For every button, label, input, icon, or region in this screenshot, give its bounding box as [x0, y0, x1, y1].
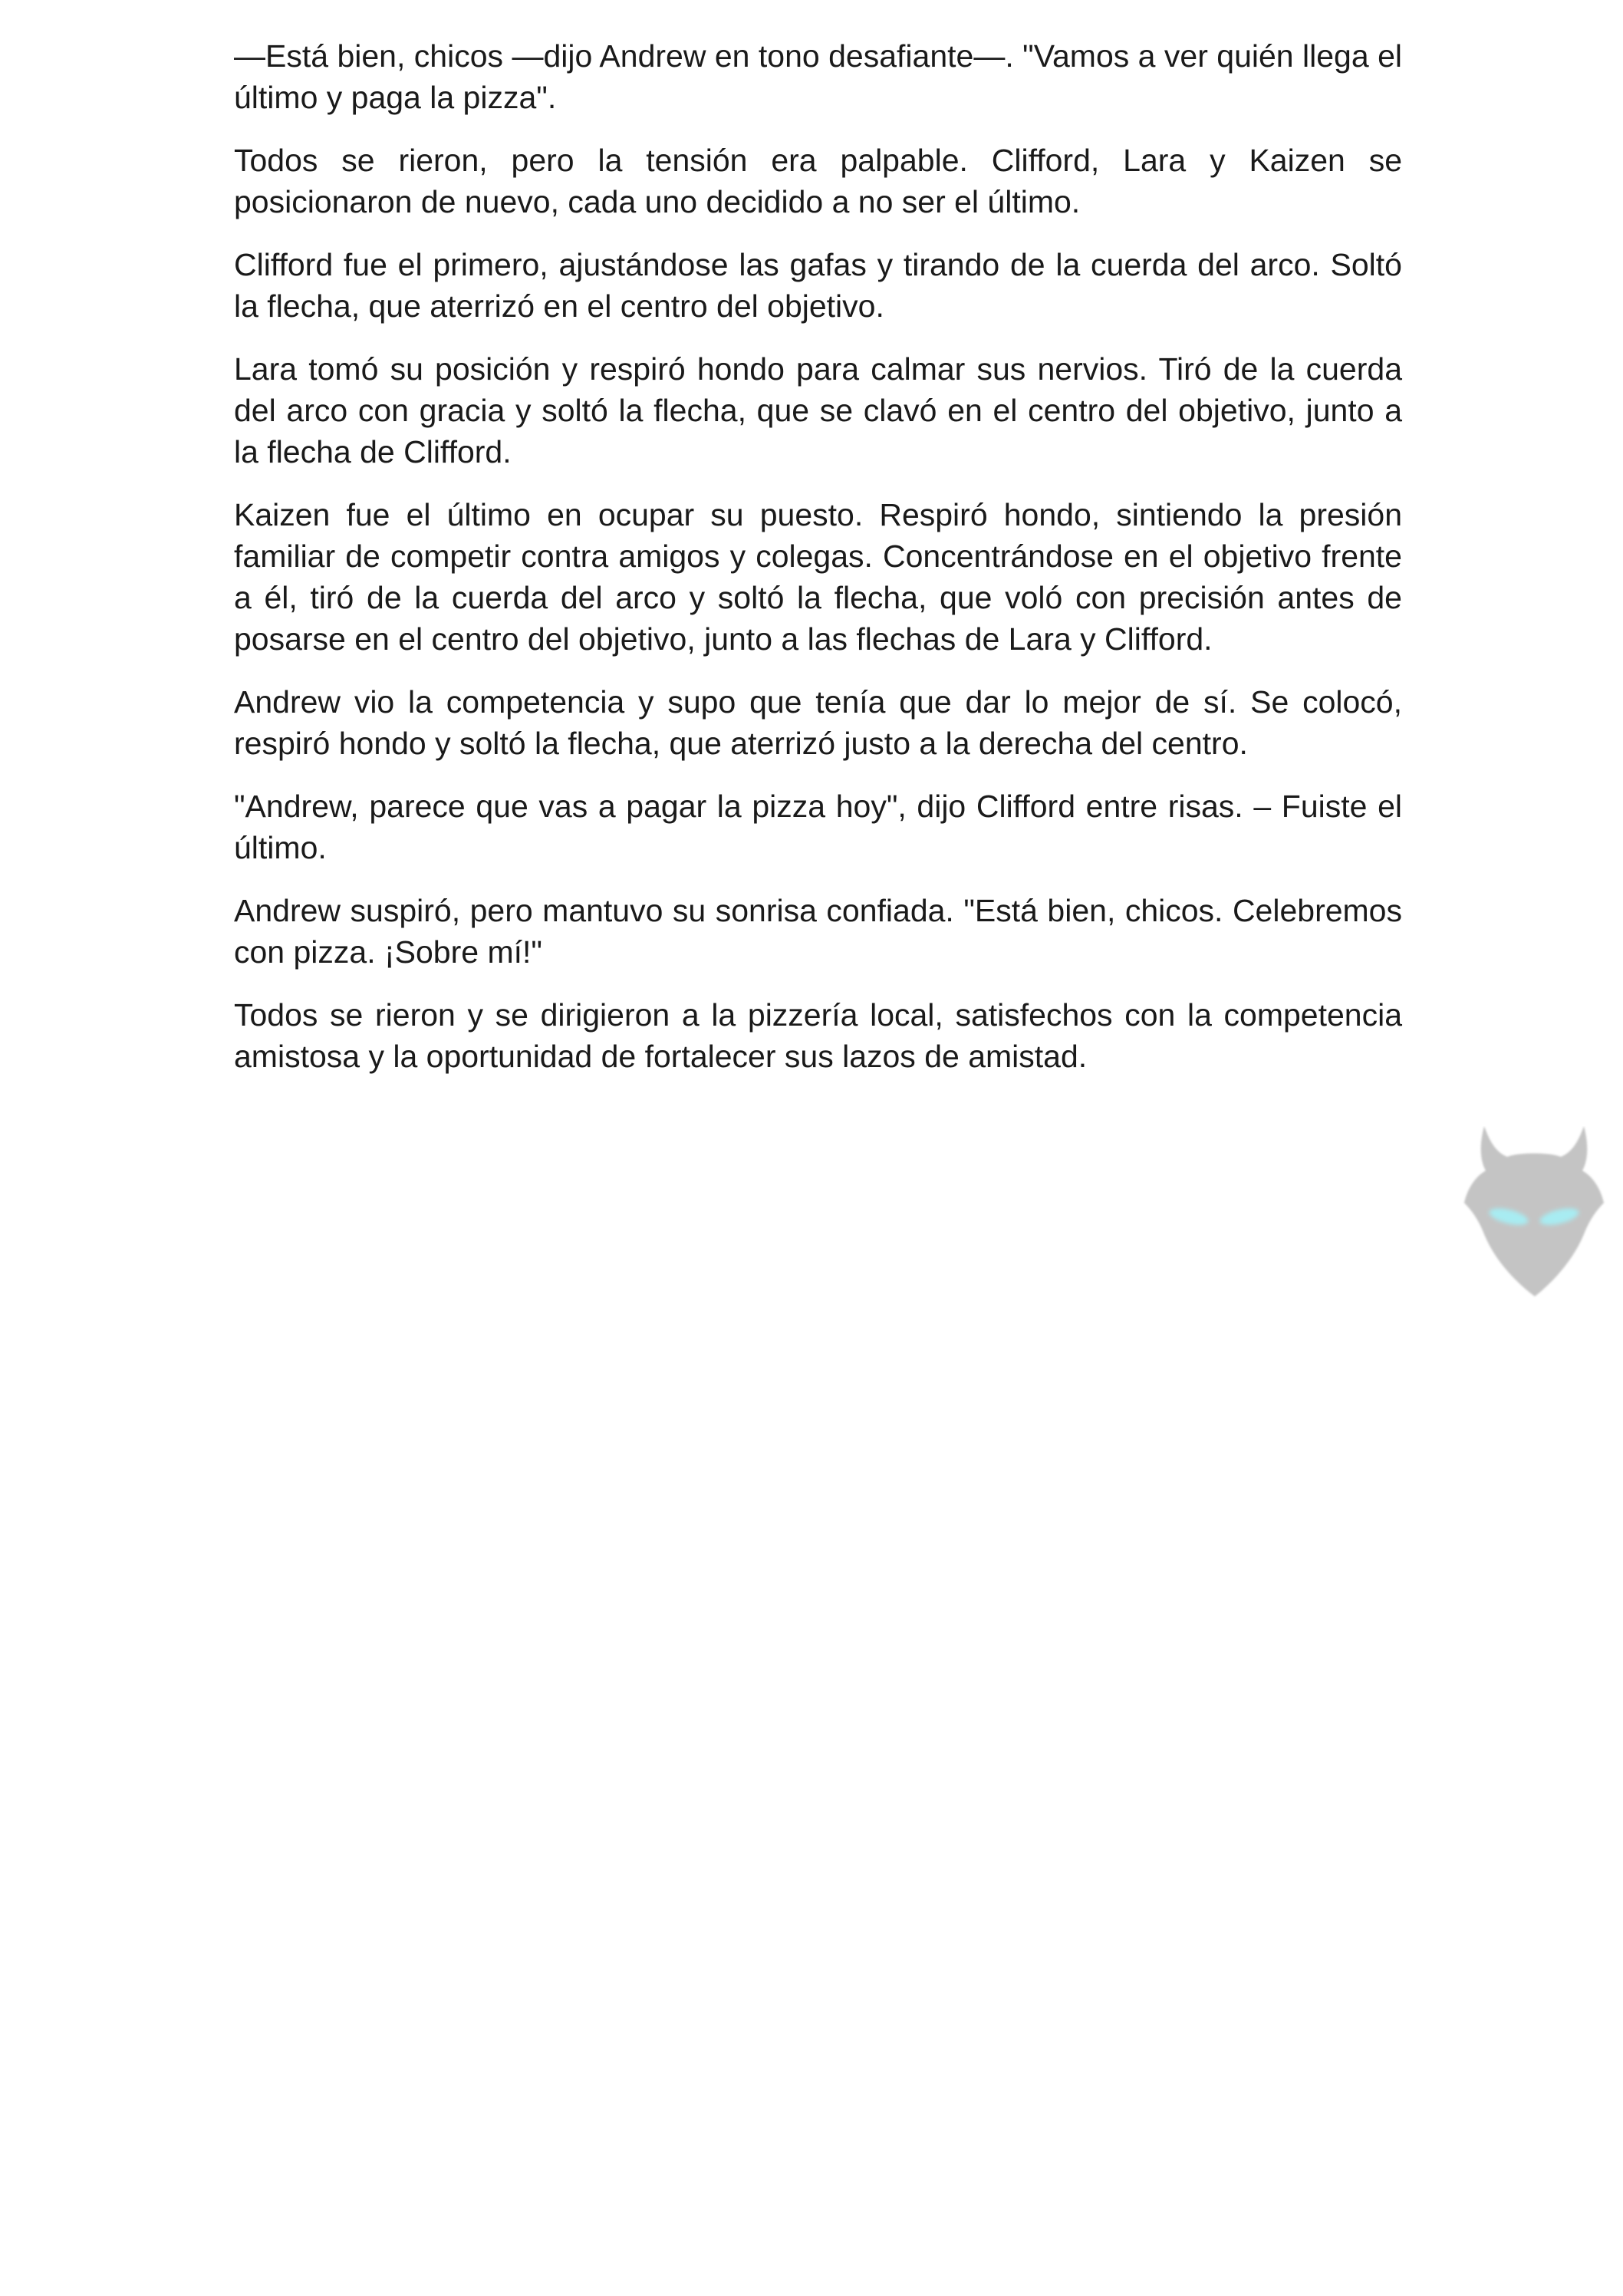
paragraph-9: Todos se rieron y se dirigieron a la pizzería local, satisfechos con la competencia amistosa y la oportunidad de fortalecer sus lazos de amistad.	[234, 997, 1402, 1074]
paragraph-7: "Andrew, parece que vas a pagar la pizza hoy", dijo Clifford entre risas. – Fuiste el último.	[234, 789, 1402, 865]
body-text	[234, 35, 1402, 1099]
paragraph-2: Todos se rieron, pero la tensión era palpable. Clifford, Lara y Kaizen se posicionaron de nuevo, cada uno decidido a no ser el último.	[234, 143, 1402, 219]
paragraph-3: Clifford fue el primero, ajustándose las gafas y tirando de la cuerda del arco. Soltó la flecha, que aterrizó en el centro del objetivo.	[234, 247, 1402, 324]
paragraph-1: —Está bien, chicos —dijo Andrew en tono desafiante—. "Vamos a ver quién llega el último y paga la pizza".	[234, 38, 1402, 115]
paragraph-5: Kaizen fue el último en ocupar su puesto. Respiró hondo, sintiendo la presión familiar de competir contra amigos y colegas. Concentrándose en el objetivo frente a él, tiró de la cuerda del arco y soltó la flecha, que voló con precisión antes de posarse en el centro del objetivo, junto a las flechas de Lara y Clifford.	[234, 497, 1402, 657]
demon-head-icon	[1461, 1126, 1607, 1299]
paragraph-6: Andrew vio la competencia y supo que tenía que dar lo mejor de sí. Se colocó, respiró hondo y soltó la flecha, que aterrizó justo a la derecha del centro.	[234, 684, 1402, 761]
paragraph-8: Andrew suspiró, pero mantuvo su sonrisa confiada. "Está bien, chicos. Celebremos con pizza. ¡Sobre mí!"	[234, 893, 1402, 970]
paragraph-4: Lara tomó su posición y respiró hondo para calmar sus nervios. Tiró de la cuerda del arco con gracia y soltó la flecha, que se clavó en el centro del objetivo, junto a la flecha de Clifford.	[234, 351, 1402, 469]
